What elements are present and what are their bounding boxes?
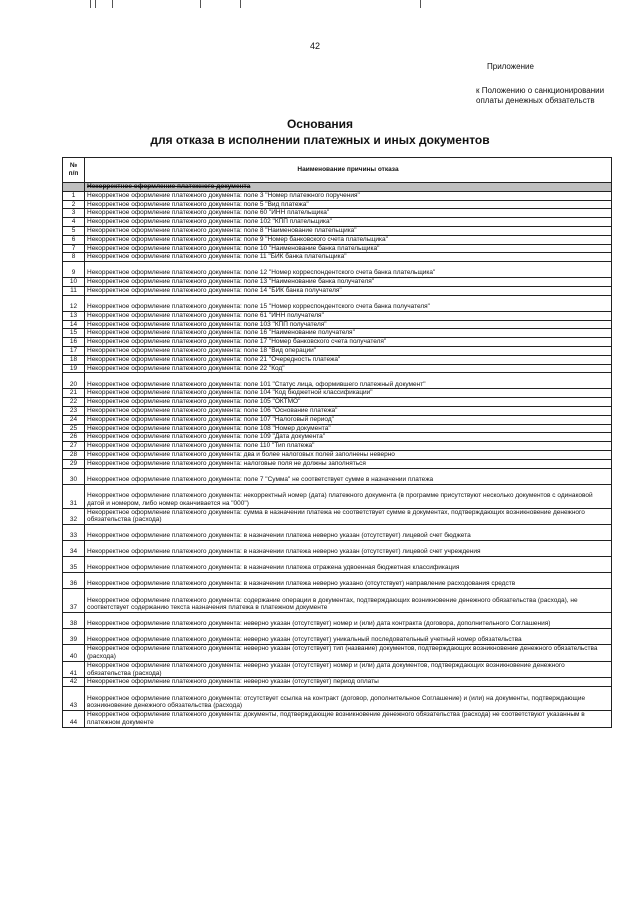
row-number-cell: 31 bbox=[63, 484, 85, 508]
table-row bbox=[63, 311, 612, 320]
row-reason-cell: Некорректное оформление платежного документа: поле 7 "Сумма" не соответствует сумме в назначении платежа bbox=[85, 468, 612, 484]
table-row bbox=[63, 541, 612, 557]
row-reason-cell: Некорректное оформление платежного документа: поле 16 "Наименование получателя" bbox=[85, 329, 612, 338]
row-number-cell: 30 bbox=[63, 468, 85, 484]
table-row bbox=[63, 262, 612, 278]
table-row bbox=[63, 573, 612, 589]
row-reason-cell: Некорректное оформление платежного документа: поле 22 "Код" bbox=[85, 364, 612, 373]
row-number-cell: 17 bbox=[63, 346, 85, 355]
row-reason-cell: Некорректное оформление платежного документа: поле 110 "Тип платежа" bbox=[85, 442, 612, 451]
row-number-cell: 19 bbox=[63, 364, 85, 373]
row-reason-cell: Некорректное оформление платежного документа: поле 101 "Статус лица, оформившего платежный документ" bbox=[85, 373, 612, 389]
row-reason-cell: Некорректное оформление платежного документа: поле 3 "Номер платежного поручения" bbox=[85, 191, 612, 200]
row-number-cell: 9 bbox=[63, 262, 85, 278]
row-number-cell: 11 bbox=[63, 286, 85, 295]
row-reason-cell: Некорректное оформление платежного документа: поле 10 "Наименование банка плательщика" bbox=[85, 244, 612, 253]
table-row bbox=[63, 415, 612, 424]
table-row bbox=[63, 389, 612, 398]
table-row bbox=[63, 278, 612, 287]
col-number-header: № п/п bbox=[63, 158, 85, 183]
scan-artifact-marks bbox=[90, 0, 420, 8]
table-row bbox=[63, 191, 612, 200]
table-row bbox=[63, 226, 612, 235]
table-row bbox=[63, 200, 612, 209]
row-reason-cell: Некорректное оформление платежного документа: поле 9 "Номер банковского счета плательщика" bbox=[85, 235, 612, 244]
table-row bbox=[63, 645, 612, 662]
row-reason-cell: Некорректное оформление платежного документа: поле 60 "ИНН плательщика" bbox=[85, 209, 612, 218]
row-number-cell: 20 bbox=[63, 373, 85, 389]
row-reason-cell: Некорректное оформление платежного документа: два и более налоговых полей заполнены неверно bbox=[85, 450, 612, 459]
row-number-cell: 35 bbox=[63, 557, 85, 573]
table-row bbox=[63, 433, 612, 442]
row-number-cell: 26 bbox=[63, 433, 85, 442]
row-number-cell: 12 bbox=[63, 295, 85, 311]
table-row bbox=[63, 442, 612, 451]
row-number-cell: 5 bbox=[63, 226, 85, 235]
row-number-cell: 2 bbox=[63, 200, 85, 209]
table-row bbox=[63, 373, 612, 389]
row-number-cell: 33 bbox=[63, 525, 85, 541]
row-number-cell: 36 bbox=[63, 573, 85, 589]
row-number-cell: 18 bbox=[63, 355, 85, 364]
row-number-cell: 34 bbox=[63, 541, 85, 557]
page-number: 42 bbox=[310, 41, 321, 51]
col-reason-header: Наименование причины отказа bbox=[85, 158, 612, 183]
row-reason-cell: Некорректное оформление платежного документа: неверно указан (отсутствует) номер и (или) дата контракта (договора, дополнительного Соглашения) bbox=[85, 613, 612, 629]
table-row bbox=[63, 424, 612, 433]
row-reason-cell: Некорректное оформление платежного документа: сумма в назначении платежа не соответствует сумме в документах, подтверждающих возникновение денежного обязательства (расхода) bbox=[85, 508, 612, 525]
row-number-cell: 8 bbox=[63, 253, 85, 262]
row-reason-cell: Некорректное оформление платежного документа: неверно указан (отсутствует) тип (название) документов, подтверждающих возникновение денежного обязательства (расхода) bbox=[85, 645, 612, 662]
row-number-cell: 1 bbox=[63, 191, 85, 200]
row-reason-cell: Некорректное оформление платежного документа: поле 15 "Номер корреспондентского счета банка получателя" bbox=[85, 295, 612, 311]
row-number-cell: 24 bbox=[63, 415, 85, 424]
row-number-cell: 38 bbox=[63, 613, 85, 629]
table-row bbox=[63, 235, 612, 244]
row-reason-cell: Некорректное оформление платежного документа: поле 21 "Очередность платежа" bbox=[85, 355, 612, 364]
row-reason-cell: Некорректное оформление платежного документа: налоговые поля не должны заполняться bbox=[85, 459, 612, 468]
row-number-cell: 28 bbox=[63, 450, 85, 459]
row-number-cell: 29 bbox=[63, 459, 85, 468]
row-number-cell: 25 bbox=[63, 424, 85, 433]
row-number-cell: 7 bbox=[63, 244, 85, 253]
row-reason-cell: Некорректное оформление платежного документа: поле 107 "Налоговый период" bbox=[85, 415, 612, 424]
row-number-cell: 22 bbox=[63, 398, 85, 407]
table-row bbox=[63, 613, 612, 629]
table-row bbox=[63, 338, 612, 347]
row-number-cell: 39 bbox=[63, 629, 85, 645]
table-row bbox=[63, 629, 612, 645]
table-row bbox=[63, 711, 612, 728]
row-number-cell: 23 bbox=[63, 406, 85, 415]
table-row bbox=[63, 320, 612, 329]
table-row bbox=[63, 364, 612, 373]
row-reason-cell: Некорректное оформление платежного документа: в назначении платежа отражена удвоенная бюджетная классификация bbox=[85, 557, 612, 573]
row-reason-cell: Некорректное оформление платежного документа: неверно указан (отсутствует) уникальный последовательный учетный номер обязательства bbox=[85, 629, 612, 645]
table-row bbox=[63, 295, 612, 311]
row-reason-cell: Некорректное оформление платежного документа: поле 8 "Наименование плательщика" bbox=[85, 226, 612, 235]
table-row bbox=[63, 244, 612, 253]
row-number-cell: 14 bbox=[63, 320, 85, 329]
row-reason-cell: Некорректное оформление платежного документа: поле 104 "Код бюджетной классификации" bbox=[85, 389, 612, 398]
row-reason-cell: Некорректное оформление платежного документа: неверно указан (отсутствует) номер и (или) дата документов, подтверждающих возникновение денежного обязательства (расхода) bbox=[85, 661, 612, 678]
row-number-cell: 15 bbox=[63, 329, 85, 338]
table-row bbox=[63, 508, 612, 525]
row-number-cell: 16 bbox=[63, 338, 85, 347]
row-number-cell: 27 bbox=[63, 442, 85, 451]
table-row bbox=[63, 484, 612, 508]
table-row bbox=[63, 329, 612, 338]
row-reason-cell: Некорректное оформление платежного документа: отсутствует ссылка на контракт (договор, дополнительное Соглашение) и (или) на документы, подтверждающие возникновение денежного обязательства (расхода) bbox=[85, 687, 612, 711]
table-row bbox=[63, 253, 612, 262]
row-reason-cell: Некорректное оформление платежного документа: поле 61 "ИНН получателя" bbox=[85, 311, 612, 320]
table-header-row bbox=[63, 158, 612, 183]
row-number-cell: 43 bbox=[63, 687, 85, 711]
row-reason-cell: Некорректное оформление платежного документа: поле 106 "Основание платежа" bbox=[85, 406, 612, 415]
table-row bbox=[63, 218, 612, 227]
row-reason-cell: Некорректное оформление платежного документа: поле 17 "Номер банковского счета получателя" bbox=[85, 338, 612, 347]
row-number-cell: 10 bbox=[63, 278, 85, 287]
table-row bbox=[63, 557, 612, 573]
row-reason-cell: Некорректное оформление платежного документа: поле 103 "КПП получателя" bbox=[85, 320, 612, 329]
row-reason-cell: Некорректное оформление платежного документа: в назначении платежа неверно указано (отсутствует) направление расходования средств bbox=[85, 573, 612, 589]
row-reason-cell: Некорректное оформление платежного документа: поле 13 "Наименование банка получателя" bbox=[85, 278, 612, 287]
row-number-cell: 40 bbox=[63, 645, 85, 662]
table-row bbox=[63, 406, 612, 415]
row-reason-cell: Некорректное оформление платежного документа: поле 18 "Вид операции" bbox=[85, 346, 612, 355]
appendix-label: Приложение bbox=[487, 62, 534, 71]
table-row bbox=[63, 346, 612, 355]
row-reason-cell: Некорректное оформление платежного документа: содержание операции в документах, подтверждающих возникновение денежного обязательства (расхода), не соответствует содержанию текста назначения платежа в платежном документе bbox=[85, 589, 612, 613]
row-reason-cell: Некорректное оформление платежного документа: поле 12 "Номер корреспондентского счета банка плательщика" bbox=[85, 262, 612, 278]
row-number-cell: 3 bbox=[63, 209, 85, 218]
row-number-cell: 21 bbox=[63, 389, 85, 398]
document-subtitle: для отказа в исполнении платежных и иных документов bbox=[150, 133, 490, 147]
table-row bbox=[63, 355, 612, 364]
table-row bbox=[63, 661, 612, 678]
row-reason-cell: Некорректное оформление платежного документа: в назначении платежа неверно указан (отсутствует) лицевой счет бюджета bbox=[85, 525, 612, 541]
row-number-cell: 13 bbox=[63, 311, 85, 320]
table-row bbox=[63, 525, 612, 541]
section-number-cell bbox=[63, 183, 85, 192]
table-row bbox=[63, 678, 612, 687]
row-number-cell: 37 bbox=[63, 589, 85, 613]
row-reason-cell: Некорректное оформление платежного документа: поле 5 "Вид платежа" bbox=[85, 200, 612, 209]
section-header-text: Некорректное оформление платежного документа bbox=[85, 183, 612, 192]
table-row bbox=[63, 468, 612, 484]
row-number-cell: 44 bbox=[63, 711, 85, 728]
row-number-cell: 32 bbox=[63, 508, 85, 525]
reasons-table bbox=[62, 157, 612, 728]
table-row bbox=[63, 286, 612, 295]
row-number-cell: 4 bbox=[63, 218, 85, 227]
row-reason-cell: Некорректное оформление платежного документа: в назначении платежа неверно указан (отсутствует) лицевой счет учреждения bbox=[85, 541, 612, 557]
row-reason-cell: Некорректное оформление платежного документа: поле 102 "КПП плательщика" bbox=[85, 218, 612, 227]
appendix-reference: к Положению о санкционировании оплаты денежных обязательств bbox=[476, 86, 605, 105]
row-reason-cell: Некорректное оформление платежного документа: поле 11 "БИК банка плательщика" bbox=[85, 253, 612, 262]
row-reason-cell: Некорректное оформление платежного документа: документы, подтверждающие возникновение денежного обязательства (расхода) не соответствуют указанным в платежном документе bbox=[85, 711, 612, 728]
table-row bbox=[63, 450, 612, 459]
row-reason-cell: Некорректное оформление платежного документа: некорректный номер (дата) платежного документа (в программе присутствуют несколько документов с одинаковой датой и номером, либо номер оканчивается на "000") bbox=[85, 484, 612, 508]
row-number-cell: 6 bbox=[63, 235, 85, 244]
table-row bbox=[63, 459, 612, 468]
document-title: Основания bbox=[286, 117, 354, 131]
table-row bbox=[63, 209, 612, 218]
table-row bbox=[63, 687, 612, 711]
row-number-cell: 42 bbox=[63, 678, 85, 687]
table-row bbox=[63, 589, 612, 613]
row-reason-cell: Некорректное оформление платежного документа: поле 14 "БИК банка получателя" bbox=[85, 286, 612, 295]
row-reason-cell: Некорректное оформление платежного документа: поле 105 "ОКТМО" bbox=[85, 398, 612, 407]
row-number-cell: 41 bbox=[63, 661, 85, 678]
row-reason-cell: Некорректное оформление платежного документа: поле 108 "Номер документа" bbox=[85, 424, 612, 433]
row-reason-cell: Некорректное оформление платежного документа: поле 109 "Дата документа" bbox=[85, 433, 612, 442]
row-reason-cell: Некорректное оформление платежного документа: неверно указан (отсутствует) период оплаты bbox=[85, 678, 612, 687]
table-row bbox=[63, 398, 612, 407]
section-header-row bbox=[63, 183, 612, 192]
